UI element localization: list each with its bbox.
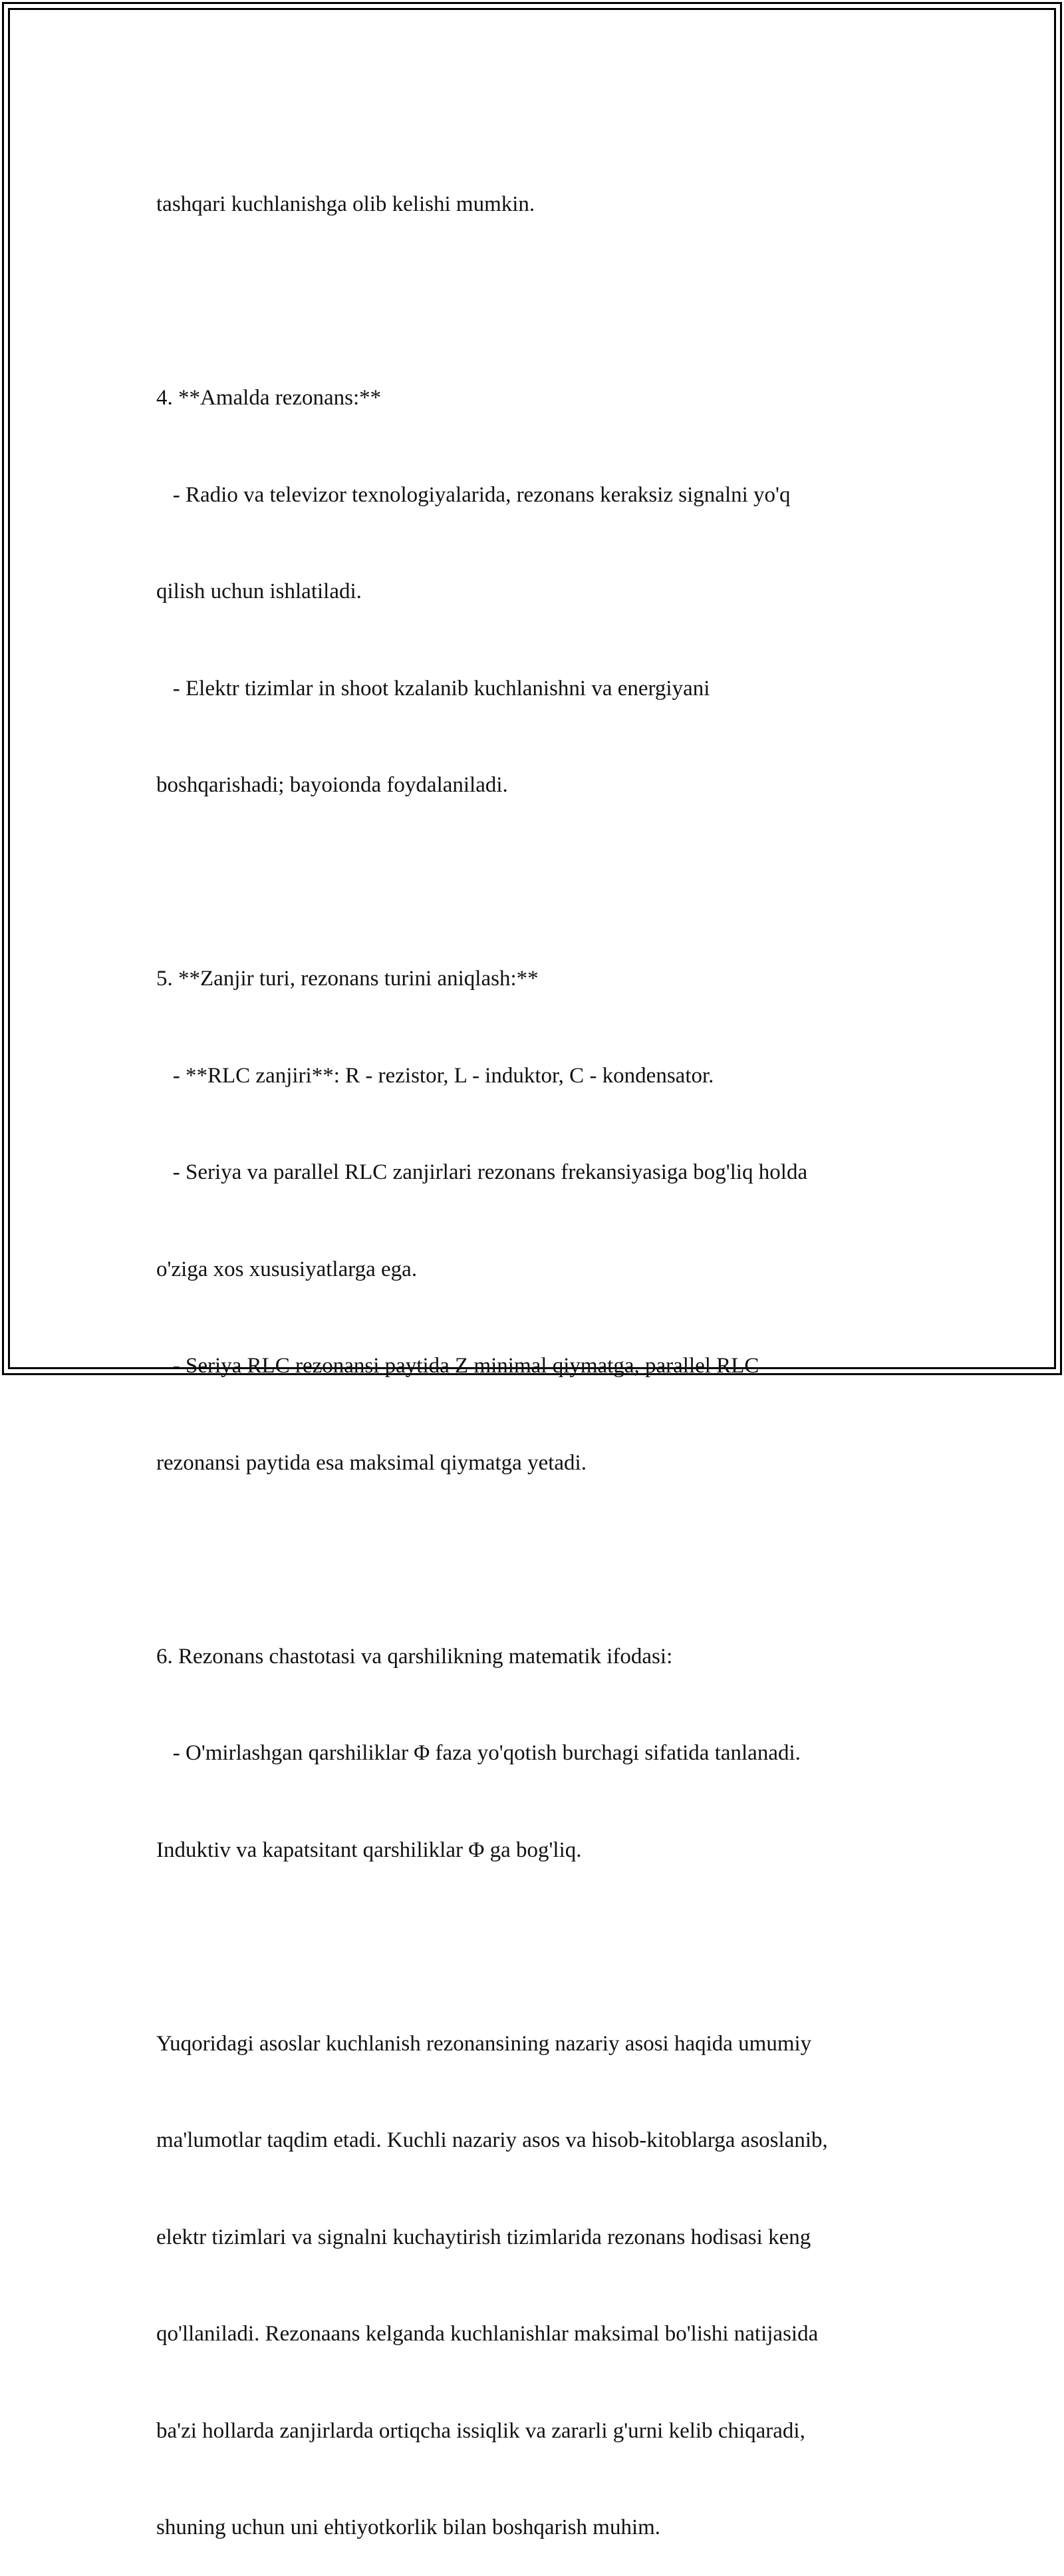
conclusion-line: ma'lumotlar taqdim etadi. Kuchli nazariy asos va hisob-kitoblarga asoslanib, [156, 2128, 828, 2152]
section-heading-4: 4. **Amalda rezonans:** [156, 386, 382, 410]
text-line: - Elektr tizimlar in shoot kzalanib kuchlanishni va energiyani [156, 676, 710, 701]
text-line: - Seriya va parallel RLC zanjirlari rezonans frekansiyasiga bog'liq holda [156, 1160, 808, 1184]
text-line: - **RLC zanjiri**: R - rezistor, L - induktor, C - kondensator. [156, 1063, 714, 1088]
conclusion-line: qo'llaniladi. Rezonaans kelganda kuchlanishlar maksimal bo'lishi natijasida [156, 2322, 819, 2346]
conclusion-line: elektr tizimlari va signalni kuchaytirish tizimlarida rezonans hodisasi keng [156, 2225, 811, 2249]
text-line: boshqarishadi; bayoionda foydalaniladi. [156, 773, 508, 797]
blank-line [156, 866, 921, 899]
blank-line [156, 1931, 921, 1963]
blank-line [156, 285, 921, 318]
conclusion-line: ba'zi hollarda zanjirlarda ortiqcha issiqlik va zararli g'urni kelib chiqaradi, [156, 2418, 805, 2443]
section-heading-6: 6. Rezonans chastotasi va qarshilikning matematik ifodasi: [156, 1644, 673, 1669]
blank-line [156, 1543, 921, 1576]
section-heading-5: 5. **Zanjir turi, rezonans turini aniqlash:** [156, 967, 539, 991]
text-line: Induktiv va kapatsitant qarshiliklar Φ ga bog'liq. [156, 1838, 582, 1862]
conclusion-line: Yuqoridagi asoslar kuchlanish rezonansining nazariy asosi haqida umumiy [156, 2031, 812, 2056]
text-line: - Radio va televizor texnologiyalarida, rezonans keraksiz signalni yo'q [156, 482, 791, 507]
text-line: rezonansi paytida esa maksimal qiymatga yetadi. [156, 1450, 587, 1475]
text-line: - O'mirlashgan qarshiliklar Φ faza yo'qotish burchagi sifatida tanlanadi. [156, 1741, 801, 1765]
conclusion-line: shuning uchun uni ehtiyotkorlik bilan boshqarish muhim. [156, 2515, 661, 2539]
text-line: - Seriya RLC rezonansi paytida Z minimal qiymatga, parallel RLC [156, 1354, 759, 1378]
text-line: qilish uchun ishlatiladi. [156, 579, 362, 603]
document-body [156, 124, 921, 2576]
text-line: o'ziga xos xususiyatlarga ega. [156, 1257, 418, 1281]
text-line: tashqari kuchlanishga olib kelishi mumkin. [156, 192, 535, 216]
